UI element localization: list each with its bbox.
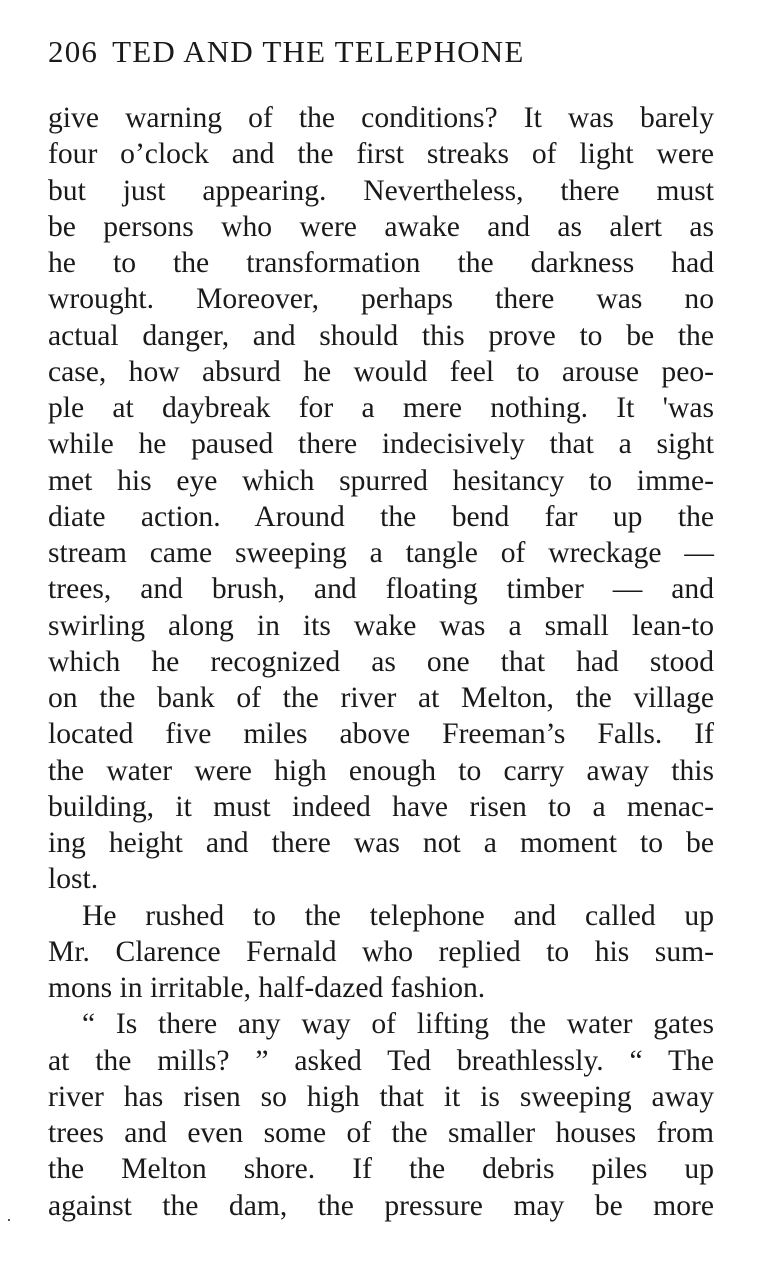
text-line: case, how absurd he would feel to arouse peo- <box>48 355 714 388</box>
text-line: the water were high enough to carry away this <box>48 754 714 787</box>
scan-speck <box>8 1219 10 1221</box>
text-line: trees, and brush, and floating timber — and <box>48 573 714 606</box>
text-line: ing height and there was not a moment to be <box>48 827 714 859</box>
paragraph-end-line: lost. <box>48 863 99 896</box>
text-line: which he recognized as one that had stood <box>48 645 714 678</box>
text-line: against the dam, the pressure may be more <box>48 1189 714 1222</box>
text-line: while he paused there indecisively that a sight <box>48 428 714 461</box>
text-line: located five miles above Freeman’s Falls. If <box>48 718 714 751</box>
text-line: wrought. Moreover, perhaps there was no <box>48 283 714 316</box>
running-title: TED AND THE TELEPHONE <box>112 34 525 69</box>
paragraph-start-line: He rushed to the telephone and called up <box>82 899 714 932</box>
text-line: the Melton shore. If the debris piles up <box>48 1153 714 1186</box>
text-line: Mr. Clarence Fernald who replied to his sum- <box>48 935 714 968</box>
text-line: he to the transformation the darkness had <box>48 247 714 279</box>
text-line: ple at daybreak for a mere nothing. It 'was <box>48 392 714 424</box>
paragraph-start-line: “ Is there any way of lifting the water gates <box>82 1008 714 1041</box>
running-header <box>48 28 714 76</box>
paragraph-end-line: mons in irritable, half-dazed fashion. <box>48 972 486 1004</box>
text-line: met his eye which spurred hesitancy to imme- <box>48 464 714 497</box>
text-line: on the bank of the river at Melton, the village <box>48 682 714 714</box>
text-line: trees and even some of the smaller houses from <box>48 1117 714 1149</box>
text-line: at the mills? ” asked Ted breathlessly. “ The <box>48 1044 714 1077</box>
text-line: river has risen so high that it is sweeping away <box>48 1080 714 1113</box>
page-number: 206 <box>48 34 99 69</box>
text-line: four o’clock and the first streaks of light were <box>48 138 714 171</box>
book-page <box>48 28 714 1224</box>
text-line: swirling along in its wake was a small lean-to <box>48 609 714 642</box>
text-line: building, it must indeed have risen to a menac- <box>48 790 714 823</box>
body-text <box>48 100 714 1224</box>
text-line: stream came sweeping a tangle of wreckage — <box>48 537 714 569</box>
text-line: actual danger, and should this prove to be the <box>48 319 714 352</box>
text-line: diate action. Around the bend far up the <box>48 500 714 533</box>
text-line: give warning of the conditions? It was barely <box>48 102 714 134</box>
text-line: but just appearing. Nevertheless, there must <box>48 174 714 207</box>
text-line: be persons who were awake and as alert as <box>48 210 714 243</box>
